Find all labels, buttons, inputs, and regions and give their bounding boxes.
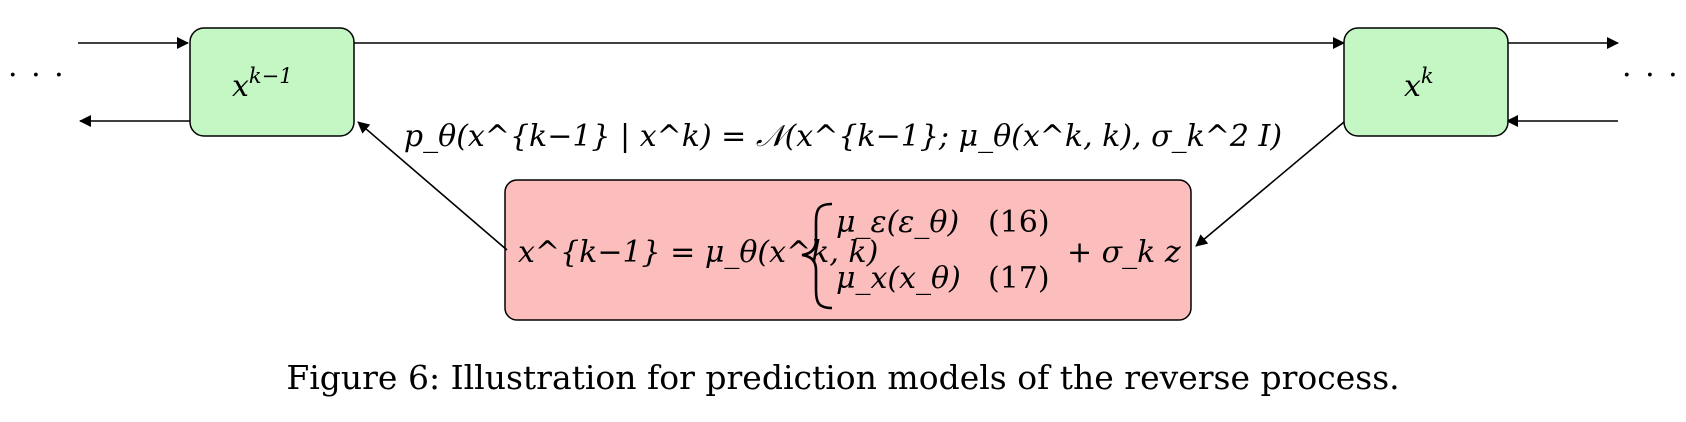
node-left-sup: k−1 — [248, 64, 293, 88]
update-formula-lhs: x^{k−1} = μ_θ(x^k, k) — [518, 235, 879, 270]
left-ellipsis: · · · — [8, 58, 66, 93]
caption-label: Figure 6: — [286, 358, 441, 397]
reverse-transition-formula: p_θ(x^{k−1} | x^k) = 𝒩(x^{k−1}; μ_θ(x^k, k), σ_k^2 I) — [403, 119, 1283, 154]
caption-text: Illustration for prediction models of the reverse process. — [450, 358, 1400, 397]
case-2-tag: (17) — [988, 261, 1050, 296]
node-right-sup: k — [1420, 64, 1434, 88]
node-left-base: x — [232, 69, 249, 104]
noise-term: + σ_k z — [1067, 235, 1181, 270]
figure-caption — [0, 358, 1686, 397]
right-ellipsis: · · · — [1622, 58, 1680, 93]
case-2-expr: μ_x(x_θ) — [836, 261, 961, 296]
node-right-base: x — [1404, 69, 1421, 104]
case-1-tag: (16) — [988, 205, 1050, 240]
case-1-expr: μ_ε(ε_θ) — [836, 205, 960, 240]
